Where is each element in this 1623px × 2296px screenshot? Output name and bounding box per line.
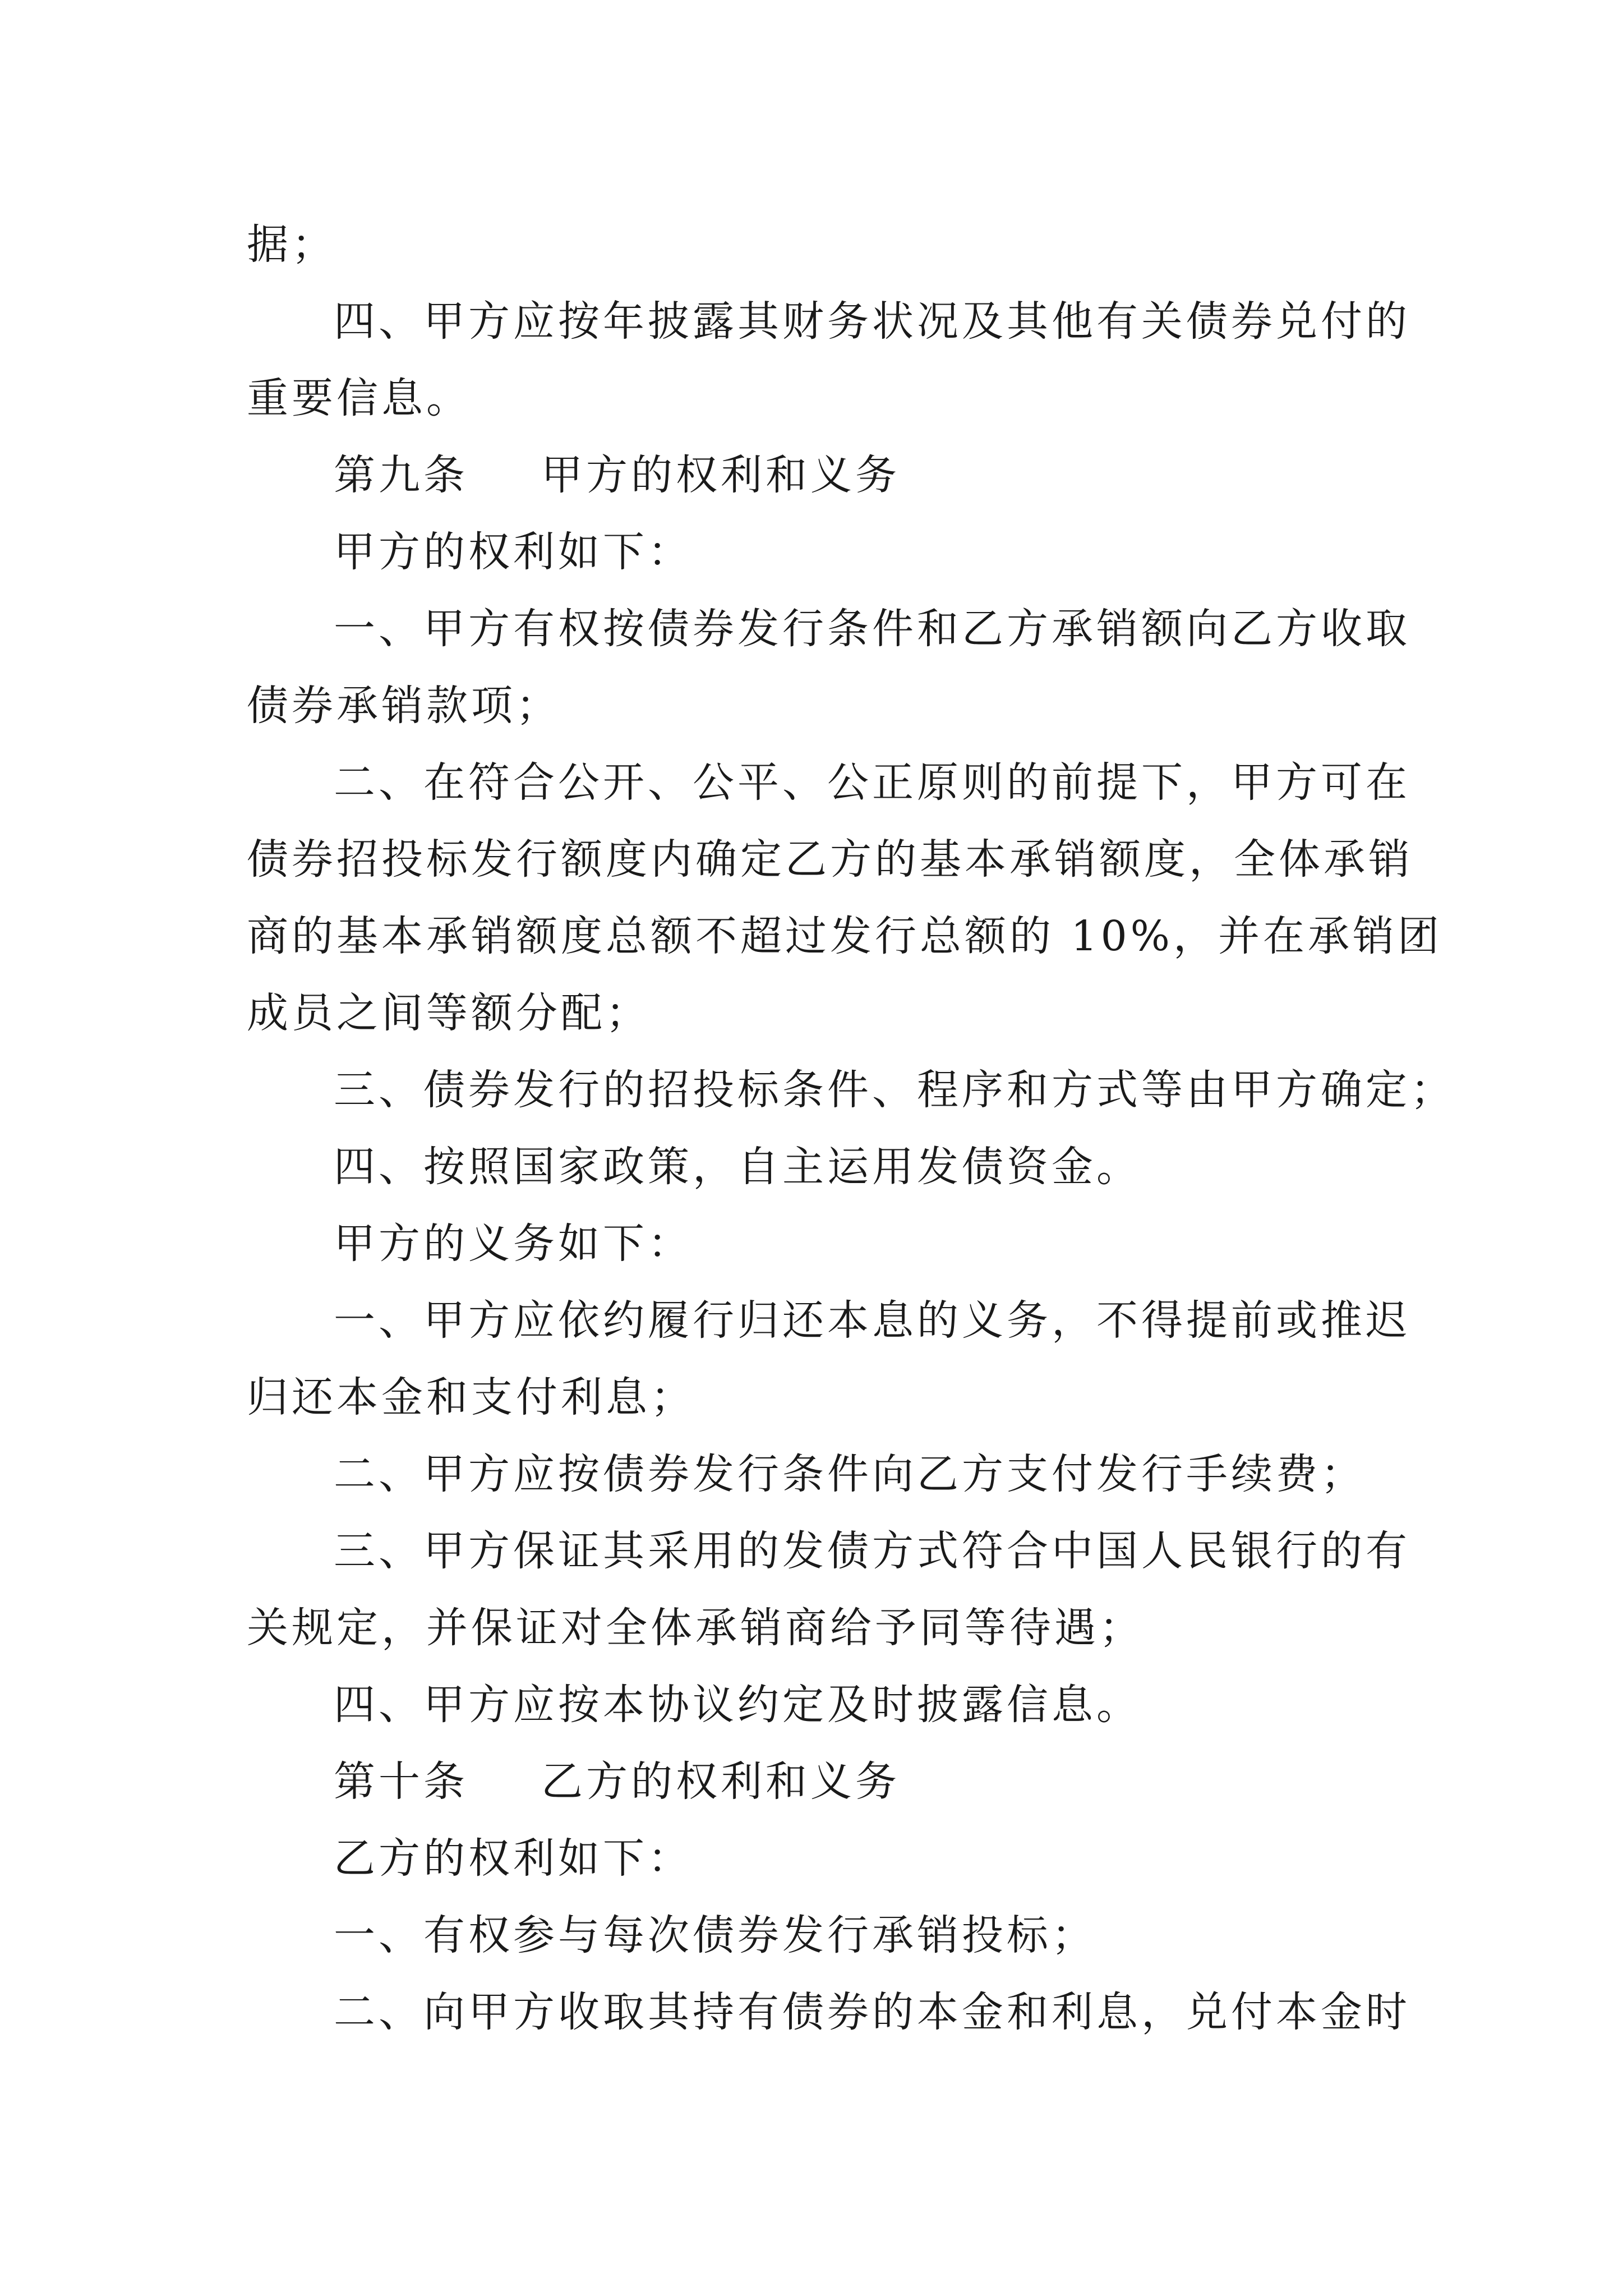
text-line: 甲方的义务如下： [334, 1220, 693, 1268]
text-line: 甲方的权利如下： [334, 528, 693, 576]
text-line: 三、甲方保证其采用的发债方式符合中国人民银行的有 [334, 1527, 1410, 1575]
text-line: 成员之间等额分配； [247, 989, 651, 1037]
article-heading-9 [247, 437, 1386, 514]
text-line: 四、甲方应按本协议约定及时披露信息。 [334, 1681, 1141, 1729]
text-line: 四、按照国家政策，自主运用发债资金。 [334, 1143, 1141, 1191]
text-line: 据； [247, 220, 336, 269]
text-line: 关规定，并保证对全体承销商给予同等待遇； [247, 1604, 1144, 1652]
text-line: 商的基本承销额度总额不超过发行总额的 10%，并在承销团 [247, 912, 1442, 960]
text-line: 一、有权参与每次债券发行承销投标； [334, 1911, 1096, 1959]
text-line: 二、在符合公开、公平、公正原则的前提下，甲方可在 [334, 758, 1410, 807]
text-line: 二、甲方应按债券发行条件向乙方支付发行手续费； [334, 1450, 1366, 1498]
text-line: 三、债券发行的招投标条件、程序和方式等由甲方确定； [334, 1066, 1455, 1114]
article-heading-10 [247, 1743, 1386, 1820]
text-line: 二、向甲方收取其持有债券的本金和利息，兑付本金时 [334, 1988, 1410, 2036]
text-line: 乙方的权利如下： [334, 1834, 693, 1883]
text-line: 债券承销款项； [247, 682, 561, 730]
document-body [247, 206, 1455, 2051]
article-number: 第九条 [334, 451, 468, 499]
article-number: 第十条 [334, 1757, 468, 1806]
text-line: 归还本金和支付利息； [247, 1373, 695, 1421]
text-line: 四、甲方应按年披露其财务状况及其他有关债券兑付的 [334, 297, 1410, 346]
text-line: 重要信息。 [247, 374, 471, 422]
article-title: 甲方的权利和义务 [541, 451, 900, 499]
text-line: 债券招投标发行额度内确定乙方的基本承销额度，全体承销 [247, 835, 1413, 884]
text-line: 一、甲方应依约履行归还本息的义务，不得提前或推迟 [334, 1296, 1410, 1345]
text-line: 一、甲方有权按债券发行条件和乙方承销额向乙方收取 [334, 605, 1410, 653]
article-title: 乙方的权利和义务 [541, 1757, 900, 1806]
